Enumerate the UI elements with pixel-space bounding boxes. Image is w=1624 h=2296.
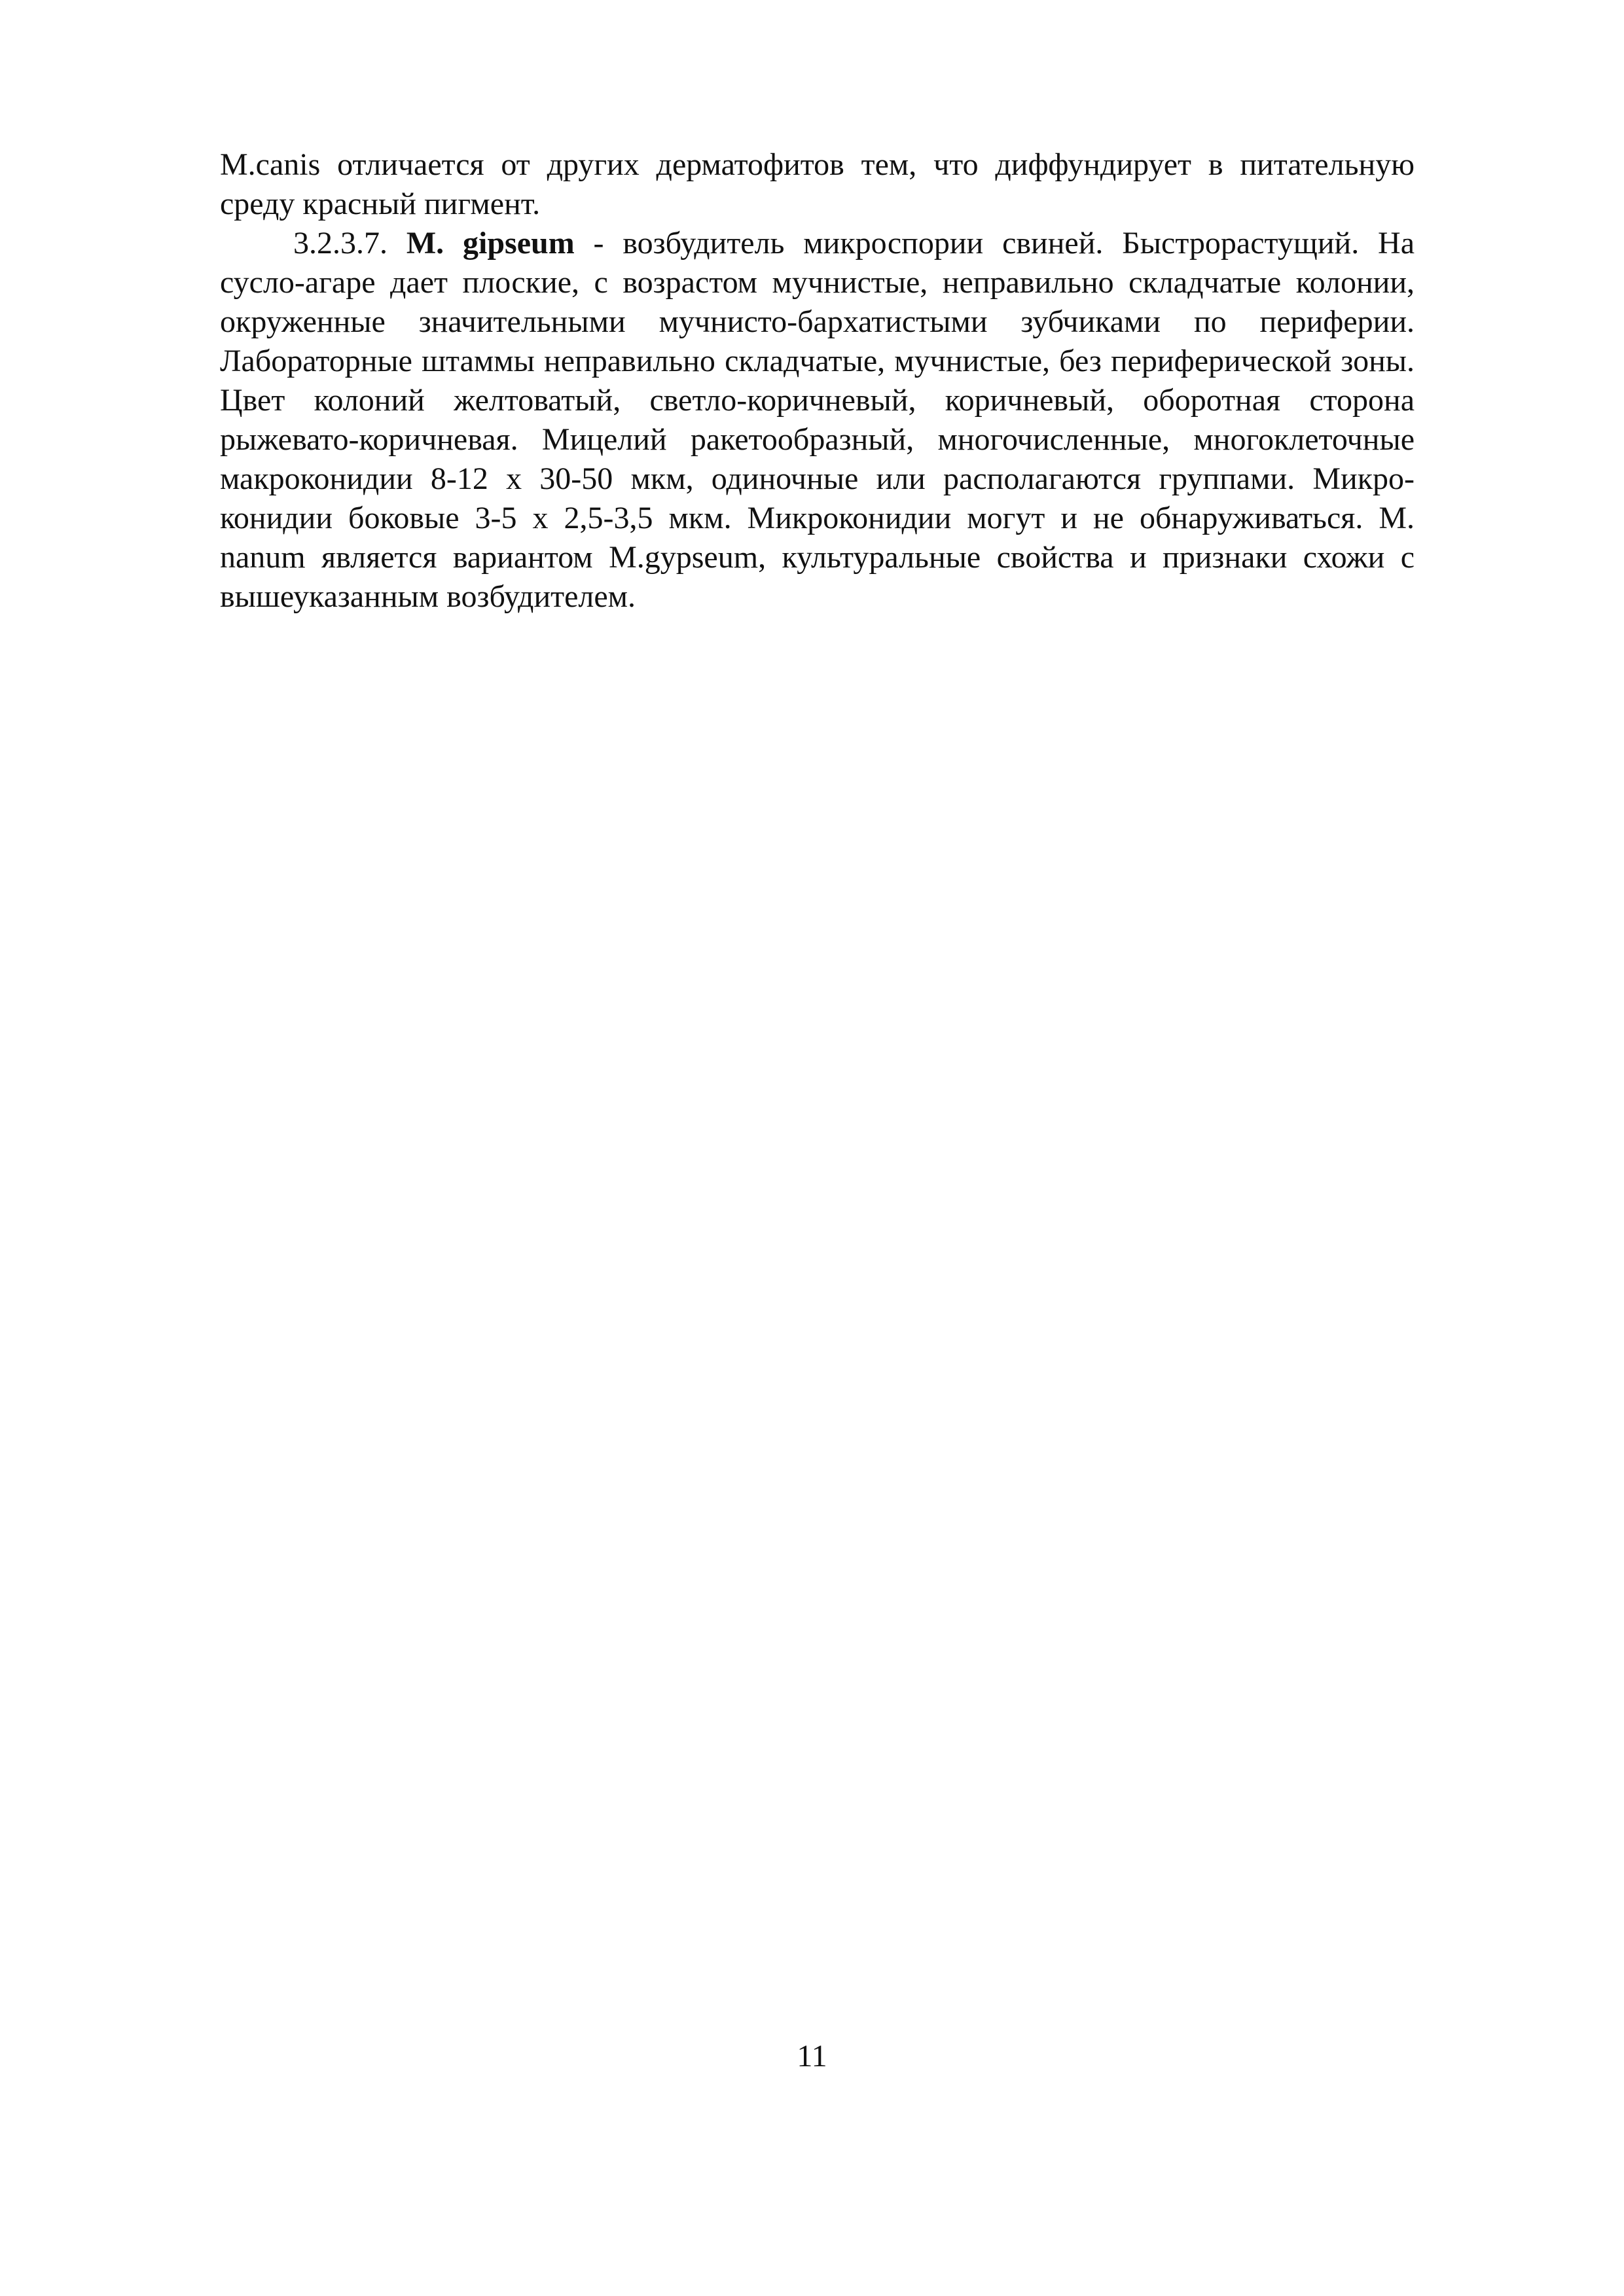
body-text [220, 145, 1415, 617]
paragraph-mcanis: M.canis отличается от других дерматофитов тем, что диффундирует в питательную среду красный пигмент. [220, 147, 1415, 221]
paragraph-body: - возбудитель микроспории свиней. Быстрорастущий. На сусло-агаре дает плоские, с возрастом мучнистые, неправильно складчатые колонии, окруженные значительными мучнисто-бархатистыми зубчиками по периферии. Лабораторные штаммы неправильно складчатые, мучнистые, без периферической зоны. Цвет колоний желтоватый, светло-коричневый, коричневый, оборотная сторона рыжевато-коричневая. Мицелий ракетообразный, многочисленные, многоклеточные макроконидии 8-12 х 30-50 мкм, одиночные или располагаются группами. Микро-конидии боковые 3-5 х 2,5-3,5 мкм. Микроконидии могут и не обнаруживаться. M. nanum является вариантом M.gypseum, культуральные свойства и признаки схожи с вышеуказанным возбудителем. [220, 226, 1415, 614]
page-number: 11 [797, 2039, 827, 2073]
section-number: 3.2.3.7. [293, 226, 388, 260]
species-name: M. gipseum [406, 226, 575, 260]
paragraph-mgipseum [220, 224, 1415, 617]
